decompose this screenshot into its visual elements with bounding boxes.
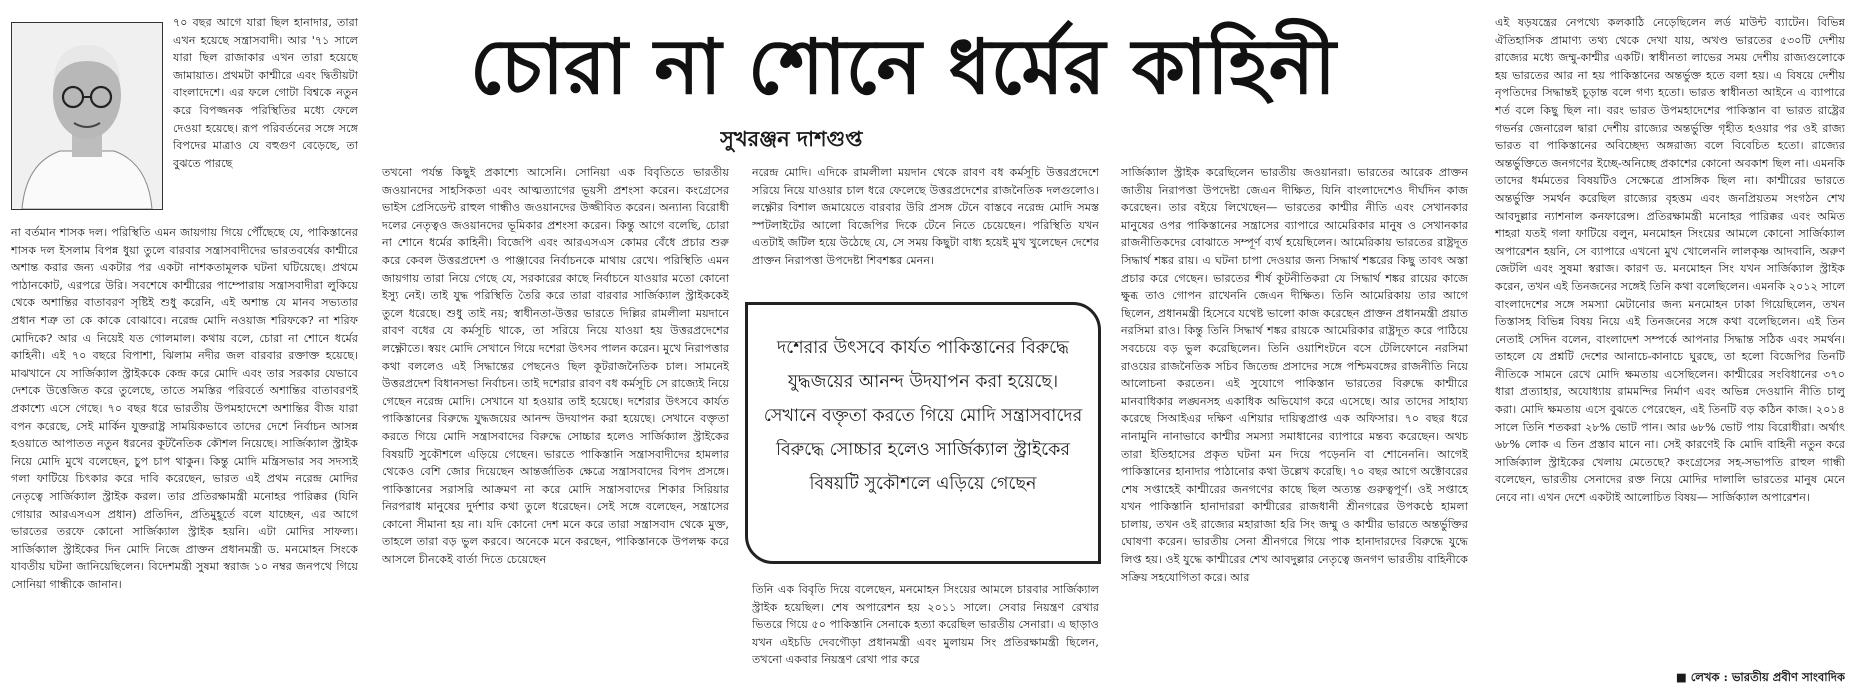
headline: চোরা না শোনে ধর্মের কাহিনী	[470, 22, 1336, 111]
paragraph: সার্জিক্যাল স্ট্রাইক করেছিলেন ভারতীয় জওয়ানরা। ভারতের আরেক প্রাক্তন জাতীয় নিরাপত্তা উপদেষ্টা জেএন দীক্ষিত, যিনি বাংলাদেশেও দীর্ঘদিন কাজ করেছেন। তার বইয়ে লিখেছেন— ভারতের কাশ্মীর নীতি এবং সেখানকার মানুষের ওপর পাকিস্তানের সন্ত্রাসের ব্যাপারে আমেরিকার মানুষ ও সেখানকার রাজনীতিকদের বোঝাতে সম্পূর্ণ ব্যর্থ হয়েছিলেন। আমেরিকায় ভারতের রাষ্ট্রদূত সিদ্ধার্থ শঙ্কর রায়। এ ঘটনা চাপা দেওয়ার জন্য সিদ্ধার্থ শঙ্করের কিছু তাবৎ অস্তা প্রচার করে গেছেন। ভারতের শীর্ষ কূটনীতিকরা যে সিদ্ধার্থ শঙ্কর রায়ের কাজে ক্ষুব্ধ তাও গোপন রাখেননি জেএন দীক্ষিত। তিনি আমেরিকায় তার আগে ছিলেন, প্রধানমন্ত্রী হিসেবে যথেষ্ট ভালো কাজ করেছেন প্রাক্তন প্রধানমন্ত্রী প্রয়াত নরসিমা রাও। কিন্তু তিনি সিদ্ধার্থ শঙ্কর রায়কে আমেরিকার রাষ্ট্রদূত করে পাঠিয়ে সবচেয়ে বড় ভুল করেছিলেন। তিনি ওয়াশিংটনে বসে টেলিফোনে নরসিমা রাওয়ের রাজনৈতিক সচিব জিতেন্দ্র প্রসাদের সঙ্গে পশ্চিমবঙ্গের রাজনীতি নিয়ে আলোচনা করতেন। এই সুযোগে পাকিস্তান ভারতের বিরুদ্ধে কাশ্মীরে মানবাধিকার লঙ্ঘনসহ একাধিক অভিযোগ করে এসেছে। আর তাদের সাহায্য করেছে সিআইএর দক্ষিণ এশিয়ার দায়িত্বপ্রাপ্ত এক অফিসার। ৭০ বছর ধরে নানামুনি নানাভাবে কাশ্মীর সমস্যা সমাধানের ব্যাপারে মন্তব্য করেছেন। অথচ তারা ইতিহাসের প্রকৃত ঘটনা মন দিয়ে পড়েননি বা শোনেননি। আগেই পাকিস্তানের হানাদার পাঠানোর কথা উল্লেখ করেছি। ৭০ বছর আগে অক্টোবরের শেষ সপ্তাহেই কাশ্মীরের জনগণের কাছে ছিল অত্যন্ত গুরুত্বপূর্ণ। ওই সপ্তাহে যখন পাকিস্তানি হানাদাররা কাশ্মীরের রাজধানী শ্রীনগরের উপকণ্ঠে হামলা চালায়, তখন ওই রাজ্যের মহারাজা হরি সিং জম্মু ও কাশ্মীর ভারতে অন্তর্ভুক্তির ঘোষণা করেন। ভারতীয় সেনা শ্রীনগরে গিয়ে পাক হানাদারদের বিরুদ্ধে যুদ্ধে লিপ্ত হয়। ওই যুদ্ধে কাশ্মীরের শেখ আবদুল্লার নেতৃত্বে জনগণ ভারতীয় বাহিনীকে সক্রিয় সহযোগিতা করে। আর	[1121, 166, 1468, 584]
column-1-top	[173, 14, 358, 222]
pull-quote-text: দশেরার উৎসবে কার্যত পাকিস্তানের বিরুদ্ধে যুদ্ধজয়ের আনন্দ উদযাপন করা হয়েছে। সেখানে বক্তৃতা করতে গিয়ে মোদি সন্ত্রাসবাদের বিরুদ্ধে সোচ্চার হলেও সার্জিক্যাল স্ট্রাইকের বিষয়টি সুকৌশলে এড়িয়ে গেছেন	[763, 338, 1083, 494]
column-4	[1121, 164, 1468, 687]
column-3-bottom	[752, 581, 1099, 687]
pull-quote	[745, 302, 1101, 564]
paragraph: এই ষড়যন্ত্রের নেপথ্যে কলকাঠি নেড়েছিলেন লর্ড মাউন্ট ব্যাটেন। বিভিন্ন ঐতিহাসিক প্রামাণ্য তথ্য থেকে দেখা যায়, অখণ্ড ভারতের ৫৩০টি দেশীয় রাজ্যের মধ্যে জম্মু-কাশ্মীর একটি। স্বাধীনতা লাভের সময় দেশীয় রাজ্যগুলোকে হয় ভারতের আর না হয় পাকিস্তানের অন্তর্ভুক্ত হতে বলা হয়। এ বিষয়ে দেশীয় নৃপতিদের সিদ্ধান্তই চূড়ান্ত বলে গণ্য হতো। ভারত স্বাধীনতা আইনে এ ব্যাপারে শর্ত বলে কিছু ছিল না। বরং ভারত উপমহাদেশের পাকিস্তান বা ভারত রাষ্ট্রের গভর্নর জেনারেল দ্বারা দেশীয় রাজ্যের অন্তর্ভুক্তি গৃহীত হওয়ার পর ওই রাজ্য ভারত বা পাকিস্তানের অবিচ্ছেদ্য অঙ্গরাজ্য বলে বিবেচিত হতো। রাজ্যের অন্তর্ভুক্তিতে জনগণের ইচ্ছে-অনিচ্ছে প্রকাশের কোনো অবকাশ ছিল না। এমনকি তাদের ধর্মমতের বিষয়টিও সেক্ষেত্রে প্রাসঙ্গিক ছিল না। কাশ্মীরের ভারতে অন্তর্ভুক্তি সমর্থন করেছিল রাজ্যের বৃহত্তম এবং জনপ্রিয়তম সংগঠন শেখ আবদুল্লার ন্যাশনাল কনফারেন্স। প্রতিরক্ষামন্ত্রী মনোহর পারিক্কর এবং অমিত শাহরা যতই গলা ফাটিয়ে বলুন, মনমোহন সিংয়ের আমলে কোনো সার্জিক্যাল অপারেশন হয়নি, সে ব্যাপারে এখনো মুখ খোলেননি লালকৃষ্ণ আদবানি, অরুণ জেটলি এবং সুষমা স্বরাজ। কারণ ড. মনমোহন সিং যখন সার্জিক্যাল স্ট্রাইক করেন, তখন এই তিনজনের সঙ্গেই তিনি কথা বলেছিলেন। এমনকি ২০১২ সালে বাংলাদেশের সঙ্গে সমস্যা মেটানোর জন্য মনমোহন ঢাকা গিয়েছিলেন, তখন তিস্তাসহ বিভিন্ন বিষয় নিয়ে এই তিনজনের সঙ্গে কথা বলেছিলেন। এই তিন নেতাই সেদিন বলেন, বাংলাদেশ সম্পর্কে আপনার সিদ্ধান্ত সঠিক এবং সমর্থন। তাহলে যে প্রশ্নটি দেশের আনাচে-কানাচে ঘুরছে, তা হলো বিজেপির তিনটি নীতিকে সামনে রেখে মোদি ক্ষমতায় এসেছিলেন। কাশ্মীরের সংবিধানের ৩৭০ ধারা প্রত্যাহার, অযোধ্যায় রামমন্দির নির্মাণ এবং অভিন্ন দেওয়ানি নীতি চালু করা। মোদি ক্ষমতায় এসে বুঝতে পেরেছেন, এই তিনটি বড় কঠিন কাজ। ২০১৪ সালে তিনি শতকরা ২৮% ভোট পান। আর ৬৮% ভোট পায় বিরোধীরা। অর্থাৎ ৬৮% লোক এ তিন প্রস্তাব মানে না। সেই কারণেই কি মোদি বাহিনী নতুন করে সার্জিক্যাল স্ট্রাইকের খেলায় মেতেছে? কংগ্রেসের সহ-সভাপতি রাহুল গান্ধী বলেছেন, ভারতীয় সেনাদের রক্ত নিয়ে মোদির দালালি ভারতের মানুষ মেনে নেবে না। এখন দেশে একটাই আলোচিত বিষয়— সার্জিক্যাল অপারেশন।	[1495, 16, 1845, 505]
author-photo	[11, 22, 163, 210]
paragraph: নরেন্দ্র মোদি। এদিকে রামলীলা ময়দান থেকে রাবণ বধ কর্মসূচি উত্তরপ্রদেশে সরিয়ে নিয়ে যাওয়ার চাল ধরে ফেলেছে উত্তরপ্রদেশের রাজনৈতিক দলগুলোও। লক্ষ্ণৌর বিশাল জমায়েতে বারবার উরি প্রসঙ্গ টেনে বাস্তবে নরেন্দ্র মোদি সমস্ত স্পটলাইটের আলো বিজেপির দিকে টেনে নিতে চেয়েছেন। পরিস্থিতি যখন এতটাই জটিল হয়ে উঠেছে যে, সে সময় কিছুটা বাধ্য হয়েই মুখ খুলেছেন দেশের প্রাক্তন নিরাপত্তা উপদেষ্টা শিবশঙ্কর মেনন।	[752, 166, 1099, 267]
paragraph: তখনো পর্যন্ত কিছুই প্রকাশ্যে আসেনি। সোনিয়া এক বিবৃতিতে ভারতীয় জওয়ানদের সাহসিকতা এবং আত্মত্যাগের ভূয়সী প্রশংসা করেন। কংগ্রেসের ভাইস প্রেসিডেন্ট রাহুল গান্ধীও জওয়ানদের উজ্জীবিত করেন। অন্যান্য বিরোধী দলের নেতৃত্বও জওয়ানদের ভূমিকার প্রশংসা করেন। কিন্তু আগে বলেছি, চোরা না শোনে ধর্মের কাহিনী। বিজেপি এবং আরএসএস কোমর বেঁধে প্রচার শুরু করে কেবল উত্তরপ্রদেশ ও পাঞ্জাবের নির্বাচনকে মাথায় রেখে। পরিস্থিতি এমন জায়গায় তারা নিয়ে গেছে যে, সরকারের কাছে নির্বাচনে যাওয়ার মতো কোনো ইস্যু নেই। তাই যুদ্ধ পরিস্থিতি তৈরি করে তারা বারবার সার্জিক্যাল স্ট্রাইককেই তুলে ধরেছে। শুধু তাই নয়; স্বাধীনতা-উত্তর ভারতে দিল্লির রামলীলা ময়দানে রাবণ বধের যে কর্মসূচি থাকে, তা সরিয়ে নিয়ে যাওয়া হয় উত্তরপ্রদেশের লক্ষ্ণৌতে। স্বয়ং মোদি সেখানে গিয়ে দশেরা উৎসব পালন করেন। মুখে নিরাপত্তার কথা বললেও এই সিদ্ধান্তের পেছনেও ছিল কূটরাজনৈতিক চাল। সামনেই উত্তরপ্রদেশ বিধানসভা নির্বাচন। তাই দশেরার রাবণ বধ কর্মসূচি সে রাজ্যেই নিয়ে গেছেন নরেন্দ্র মোদি। সেখানে যা হওয়ার তাই হয়েছে। দশেরার উৎসবে কার্যত পাকিস্তানের বিরুদ্ধে যুদ্ধজয়ের আনন্দ উদযাপন করা হয়েছে। সেখানে বক্তৃতা করতে গিয়ে মোদি সন্ত্রাসবাদের বিরুদ্ধে সোচ্চার হলেও সার্জিক্যাল স্ট্রাইকের বিষয়টি সুকৌশলে এড়িয়ে গেছেন। ভারতে পাকিস্তানি সন্ত্রাসবাদীদের হামলার থেকেও বেশি জোর দিয়েছেন আন্তর্জাতিক ক্ষেত্রে সন্ত্রাসবাদের বিপদ প্রসঙ্গে। পাকিস্তানের সরাসরি আক্রমণ না করে মোদি সন্ত্রাসবাদের শিকার সিরিয়ার নিরপরাধ মানুষের দুর্দশার কথা তুলে ধরেছেন। সেই সঙ্গে বলেছেন, সন্ত্রাসের কোনো সীমানা হয় না। যদি কোনো দেশ মনে করে তারা সন্ত্রাসবাদ থেকে মুক্ত, তাহলে তারা বড় ভুল করবে। অনেকে মনে করছেন, পাকিস্তানকে উপলক্ষ করে আসলে চীনকেই বার্তা দিতে চেয়েছেন	[382, 166, 729, 567]
column-1-bottom	[11, 224, 358, 687]
paragraph: না বর্তমান শাসক দল। পরিস্থিতি এমন জায়গায় গিয়ে পৌঁছেছে যে, পাকিস্তানের শাসক দল ইসলাম বিপন্ন ধুয়া তুলে বারবার সন্ত্রাসবাদীদের ভারতবর্ষের কাশ্মীরে অশান্ত করার জন্য একটার পর একটা নাশকতামূলক ঘটনা ঘটিয়েছে। প্রথমে পাঠানকোট, এরপরে উরি। সবশেষে কাশ্মীরের পাম্পোরায় সন্ত্রাসবাদীরা লুকিয়ে থেকে অশান্তির বাতাবরণ সৃষ্টিই শুধু করেনি, এই অশান্ত যে মানব সভ্যতার প্রধান শত্রু তা কে কাকে বোঝাবে। নরেন্দ্র মোদি নওয়াজ শরিফকে? না শরিফ মোদিকে? আর এ নিয়েই যত গোলমাল। কথায় বলে, চোরা না শোনে ধর্মের কাহিনী। এই ৭০ বছরে বিপাশা, ঝিলাম নদীর জল বারবার রক্তাক্ত হয়েছে। মাঝখানে যে সার্জিক্যাল স্ট্রাইককে কেন্দ্র করে মোদি এবং তার সরকার যেভাবে দেশকে উত্তেজিত করে তুলেছে, তাতে সমস্তির পরিবর্তে অশান্তির বাতাবরণই প্রকাশ্যে এসে গেছে। ৭০ বছর ধরে ভারতীয় উপমহাদেশে অশান্তির বীজ যারা বপন করেছে, সেই মার্কিন যুক্তরাষ্ট্র সাময়িকভাবে তাদের দেশে নির্বাচন আসন্ন হওয়াতে আপাতত নতুন ধরনের কূটনৈতিক কৌশল নিয়েছে। সার্জিক্যাল স্ট্রাইক নিয়ে মোদি মুখে বলেছেন, চুপ চাপ থাকুন। কিন্তু মোদি মন্ত্রিসভার সব সদস্যই গলা ফাটিয়ে চিৎকার করে দাবি করেছেন, ভারত এই প্রথম নরেন্দ্র মোদির নেতৃত্বে সার্জিক্যাল স্ট্রাইক করল। তার প্রতিরক্ষামন্ত্রী মনোহর পারিক্কর (যিনি গোয়ার আরএসএস প্রধান) প্রতিদিন, প্রতিমুহূর্তে বলে যাচ্ছেন, এর আগে ভারতের তরফে কোনো সার্জিক্যাল স্ট্রাইক হয়নি। এটা মোদির সাফল্য। সার্জিক্যাল স্ট্রাইকের দিন মোদি নিজে প্রাক্তন প্রধানমন্ত্রী ড. মনমোহন সিংকে যাবতীয় ঘটনা জানিয়েছিলেন। বিদেশমন্ত্রী সুষমা স্বরাজ ১০ নম্বর জনপথে গিয়ে সোনিয়া গান্ধীকে জানান।	[11, 226, 358, 591]
paragraph: তিনি এক বিবৃতি দিয়ে বলেছেন, মনমোহন সিংয়ের আমলে চারবার সার্জিক্যাল স্ট্রাইক হয়েছিল। শেষ অপারেশন হয় ২০১১ সালে। সেবার নিয়ন্ত্রণ রেখার ভিতরে গিয়ে ৫০ পাকিস্তানি সেনাকে হত্যা করেছিল ভারতীয় সেনারা। এ ছাড়াও যখন এইচডি দেবগৌড়া প্রধানমন্ত্রী এবং মুলায়ম সিং প্রতিরক্ষামন্ত্রী ছিলেন, তখনো একবার নিয়ন্ত্রণ রেখা পার করে	[752, 583, 1099, 667]
column-3-top	[752, 164, 1099, 290]
paragraph: ৭০ বছর আগে যারা ছিল হানাদার, তারা এখন হয়েছে সন্ত্রাসবাদী। আর '৭১ সালে যারা ছিল রাজাকার এখন তারা হয়েছে জামায়াত। প্রথমটা কাশ্মীরে এবং দ্বিতীয়টা বাংলাদেশে। এর ফলে গোটা বিশ্বকে নতুন করে বিপজ্জনক পরিস্থিতির মধ্যে ফেলে দেওয়া হয়েছে। রূপ পরিবর্তনের সঙ্গে সঙ্গে বিপদের মাত্রাও যে বহুগুণ বেড়েছে, তা বুঝতে পারছে	[173, 16, 358, 170]
column-5	[1495, 14, 1845, 666]
author-portrait-image	[12, 23, 162, 209]
author-byline: সুখরঞ্জন দাশগুপ্ত	[720, 127, 863, 151]
column-2	[382, 164, 729, 687]
author-credit: ■ লেখক : ভারতীয় প্রবীণ সাংবাদিক	[1675, 670, 1845, 684]
